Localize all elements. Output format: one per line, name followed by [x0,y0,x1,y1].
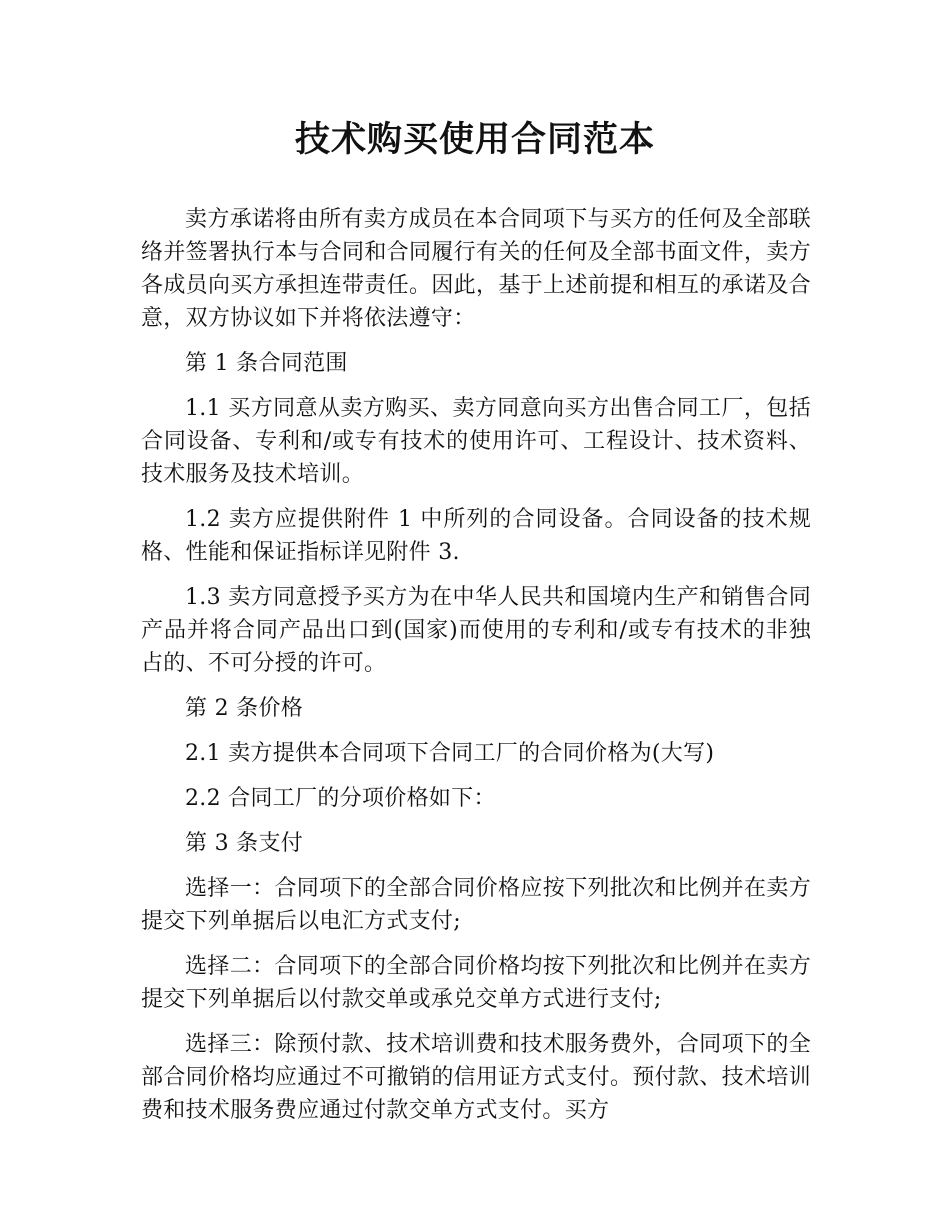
article-heading: 第 2 条价格 [185,696,304,721]
option-paragraph: 选择三：除预付款、技术培训费和技术服务费外，合同项下的全部合同价格均应通过不可撤销的信用证方式支付。预付款、技术培训费和技术服务费应通过付款交单方式支付。买方 [141,1032,811,1123]
document-title: 技术购买使用合同范本 [294,120,655,160]
clause-paragraph: 1.2 卖方应提供附件 1 中所列的合同设备。合同设备的技术规格、性能和保证指标详见附件 3. [141,507,811,565]
paragraph-preamble: 卖方承诺将由所有卖方成员在本合同项下与买方的任何及全部联络并签署执行本与合同和合同履行有关的任何及全部书面文件，卖方各成员向买方承担连带责任。因此，基于上述前提和相互的承诺及合意，双方协议如下并将依法遵守： [141,207,811,331]
clause-paragraph: 1.1 买方同意从卖方购买、卖方同意向买方出售合同工厂，包括合同设备、专利和/或专有技术的使用许可、工程设计、技术资料、技术服务及技术培训。 [141,396,811,487]
option-paragraph: 选择二：合同项下的全部合同价格均按下列批次和比例并在卖方提交下列单据后以付款交单或承兑交单方式进行支付; [141,954,811,1012]
clause-paragraph: 2.1 卖方提供本合同项下合同工厂的合同价格为(大写) [185,741,715,766]
document-body [141,203,811,1139]
article-heading: 第 1 条合同范围 [185,351,348,376]
clause-paragraph: 1.3 卖方同意授予买方为在中华人民共和国境内生产和销售合同产品并将合同产品出口到(国家)而使用的专利和/或专有技术的非独占的、不可分授的许可。 [141,585,811,676]
option-paragraph: 选择一：合同项下的全部合同价格应按下列批次和比例并在卖方提交下列单据后以电汇方式支付; [141,876,811,934]
clause-paragraph: 2.2 合同工厂的分项价格如下： [185,786,496,811]
article-heading: 第 3 条支付 [185,831,304,856]
